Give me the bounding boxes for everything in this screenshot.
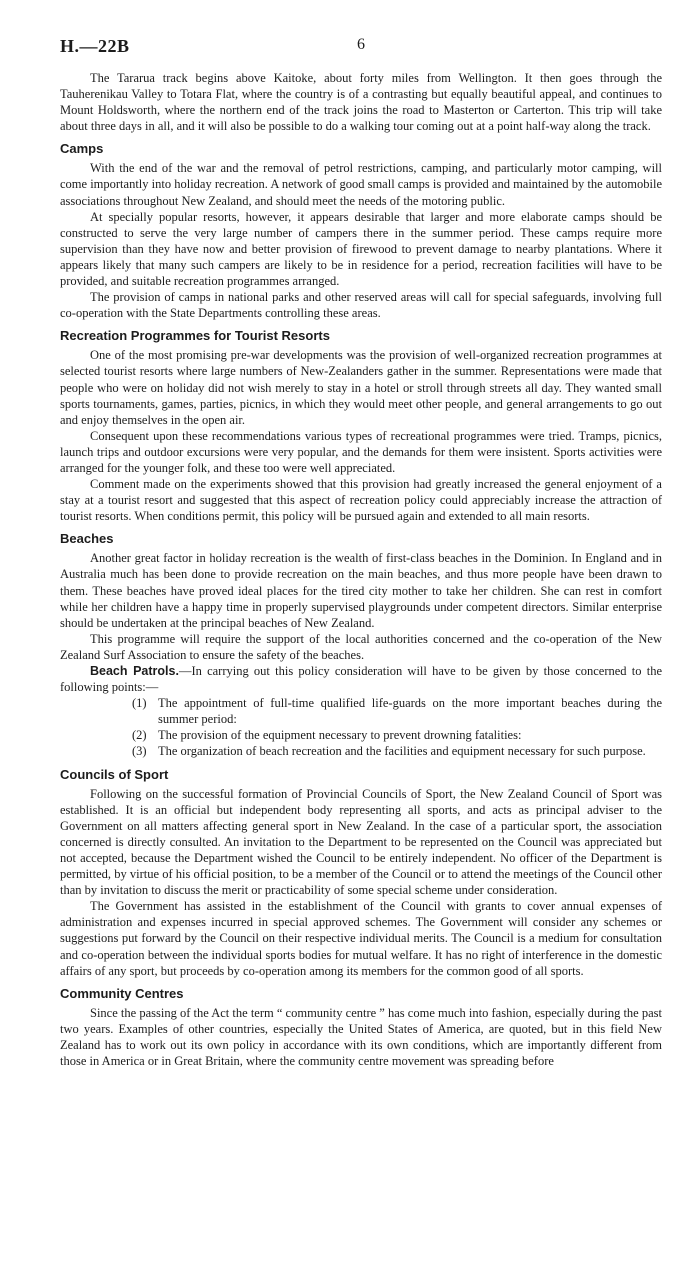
- paragraph: Following on the successful formation of Provincial Councils of Sport, the New Zealand Council of Sport was established. It is an official but independent body representing all sports, and acts as principal adviser to the Government on all matters affecting general sport in New Zealand. In the case of a particular sport, the association concerned is directly consulted. An invitation to the Department to be represented on the Council was appreciated but not accepted, because the Department wished the Council to be entirely independent. No officer of the Department is permitted, by virtue of his official position, to be a member of the Council or to attend the meetings of the Council other than by invitation to discuss the merit or practicability of some special scheme under consideration.: [60, 786, 662, 898]
- paragraph: The Government has assisted in the establishment of the Council with grants to cover annual expenses of administration and expenses incurred in special approved schemes. The Government will consider any schemes or suggestions put forward by the Council on their respective individual merits. The Council is a medium for consultation and co-operation between the individual sports bodies for mutual welfare. It has no right of interference in the domestic affairs of any sport, but proceeds by co-operation among its members for the common good of all sports.: [60, 899, 662, 978]
- list-item-text: The appointment of full-time qualified life-guards on the more important beaches during the summer period:: [158, 696, 662, 727]
- section-heading-community-centres: Community Centres: [60, 985, 184, 1001]
- list-item-text: The provision of the equipment necessary to prevent drowning fatalities:: [158, 728, 522, 743]
- document-body: [60, 70, 662, 1069]
- paragraph: This programme will require the support of the local authorities concerned and the co-operation of the New Zealand Surf Association to ensure the safety of the beaches.: [60, 631, 662, 662]
- intro-paragraph: The Tararua track begins above Kaitoke, about forty miles from Wellington. It then goes through the Tauherenikau Valley to Totara Flat, where the country is of a contrasting but equally beautiful appeal, and continues to Mount Holdsworth, where the northern end of the track joins the road to Masterton or Carterton. This trip will take about three days in all, and it will also be possible to do a walking tour coming out at a point half-way along the track.: [60, 71, 662, 134]
- beach-patrols-text: —In carrying out this policy consideration will have to be given by those concerned to the following points:—: [60, 664, 662, 695]
- paragraph: One of the most promising pre-war developments was the provision of well-organized recreation programmes at selected tourist resorts where large numbers of New-Zealanders gather in the summer. Representations were made that people who were on holiday did not wish merely to stay in a hotel or stroll through streets all day. They wanted small sports tournaments, games, parties, picnics, in which they would meet other people, and general arrangements to go out and enjoy themselves in the open air.: [60, 348, 662, 427]
- beach-patrols-points: [60, 695, 662, 759]
- page-header: [60, 36, 662, 62]
- paragraph: Comment made on the experiments showed that this provision had greatly increased the general enjoyment of a stay at a tourist resort and suggested that this aspect of recreation policy could appreciably increase the attraction of tourist resorts. When conditions permit, this policy will be pursued again and extended to all main resorts.: [60, 477, 662, 524]
- list-item-number: (1): [132, 696, 147, 711]
- section-heading-recreation-programmes: Recreation Programmes for Tourist Resorts: [60, 328, 330, 344]
- document-reference: H.—22B: [60, 36, 130, 56]
- list-item-number: (3): [132, 744, 147, 759]
- paragraph: The provision of camps in national parks and other reserved areas will call for special safeguards, involving full co-operation with the State Departments controlling these areas.: [60, 290, 662, 321]
- paragraph: With the end of the war and the removal of petrol restrictions, camping, and particularly motor camping, will come importantly into holiday recreation. A network of good small camps is provided and maintained by the automobile associations throughout New Zealand, and should meet the needs of the motoring public.: [60, 161, 662, 208]
- section-heading-beaches: Beaches: [60, 531, 114, 547]
- section-heading-camps: Camps: [60, 141, 104, 157]
- paragraph: Consequent upon these recommendations various types of recreational programmes were tried. Tramps, picnics, launch trips and outdoor excursions were very popular, and the demands for them were insistent. Sports activities were arranged for the younger folk, and these too were well appreciated.: [60, 428, 662, 475]
- section-heading-councils-of-sport: Councils of Sport: [60, 766, 169, 782]
- list-item-text: The organization of beach recreation and the facilities and equipment necessary for such purpose.: [158, 744, 646, 759]
- paragraph: Since the passing of the Act the term “ community centre ” has come much into fashion, especially during the past two years. Examples of other countries, especially the United States of America, are quoted, but in this field New Zealand has to work out its own policy in accordance with its own conditions, which are importantly different from those in America or in Great Britain, where the community centre movement was spreading before: [60, 1005, 662, 1068]
- beach-patrols-paragraph: [60, 663, 662, 695]
- paragraph: Another great factor in holiday recreation is the wealth of first-class beaches in the Dominion. In England and in Australia much has been done to provide recreation on the main beaches, and thus more people have been drawn to them. These beaches have proved ideal places for the tired city mother to take her children. She can rest in comfort while her children have a happy time in properly supervised playgrounds under competent directors. Similar enterprise should be undertaken at the principal beaches of New Zealand.: [60, 551, 662, 630]
- list-item: [60, 727, 662, 743]
- page-number: 6: [357, 36, 365, 53]
- beach-patrols-label: Beach Patrols.: [90, 664, 179, 678]
- list-item: [60, 695, 662, 727]
- paragraph: At specially popular resorts, however, it appears desirable that larger and more elaborate camps should be constructed to serve the very large number of campers there in the summer period. These camps require more supervision than they have now and better provision of firewood to prevent damage to nearby plantations. Where it appears likely that many such campers are likely to be in residence for a period, recreation facilities will have to be provided, and suitable recreation programmes arranged.: [60, 209, 662, 289]
- list-item-number: (2): [132, 728, 147, 743]
- list-item: [60, 743, 662, 759]
